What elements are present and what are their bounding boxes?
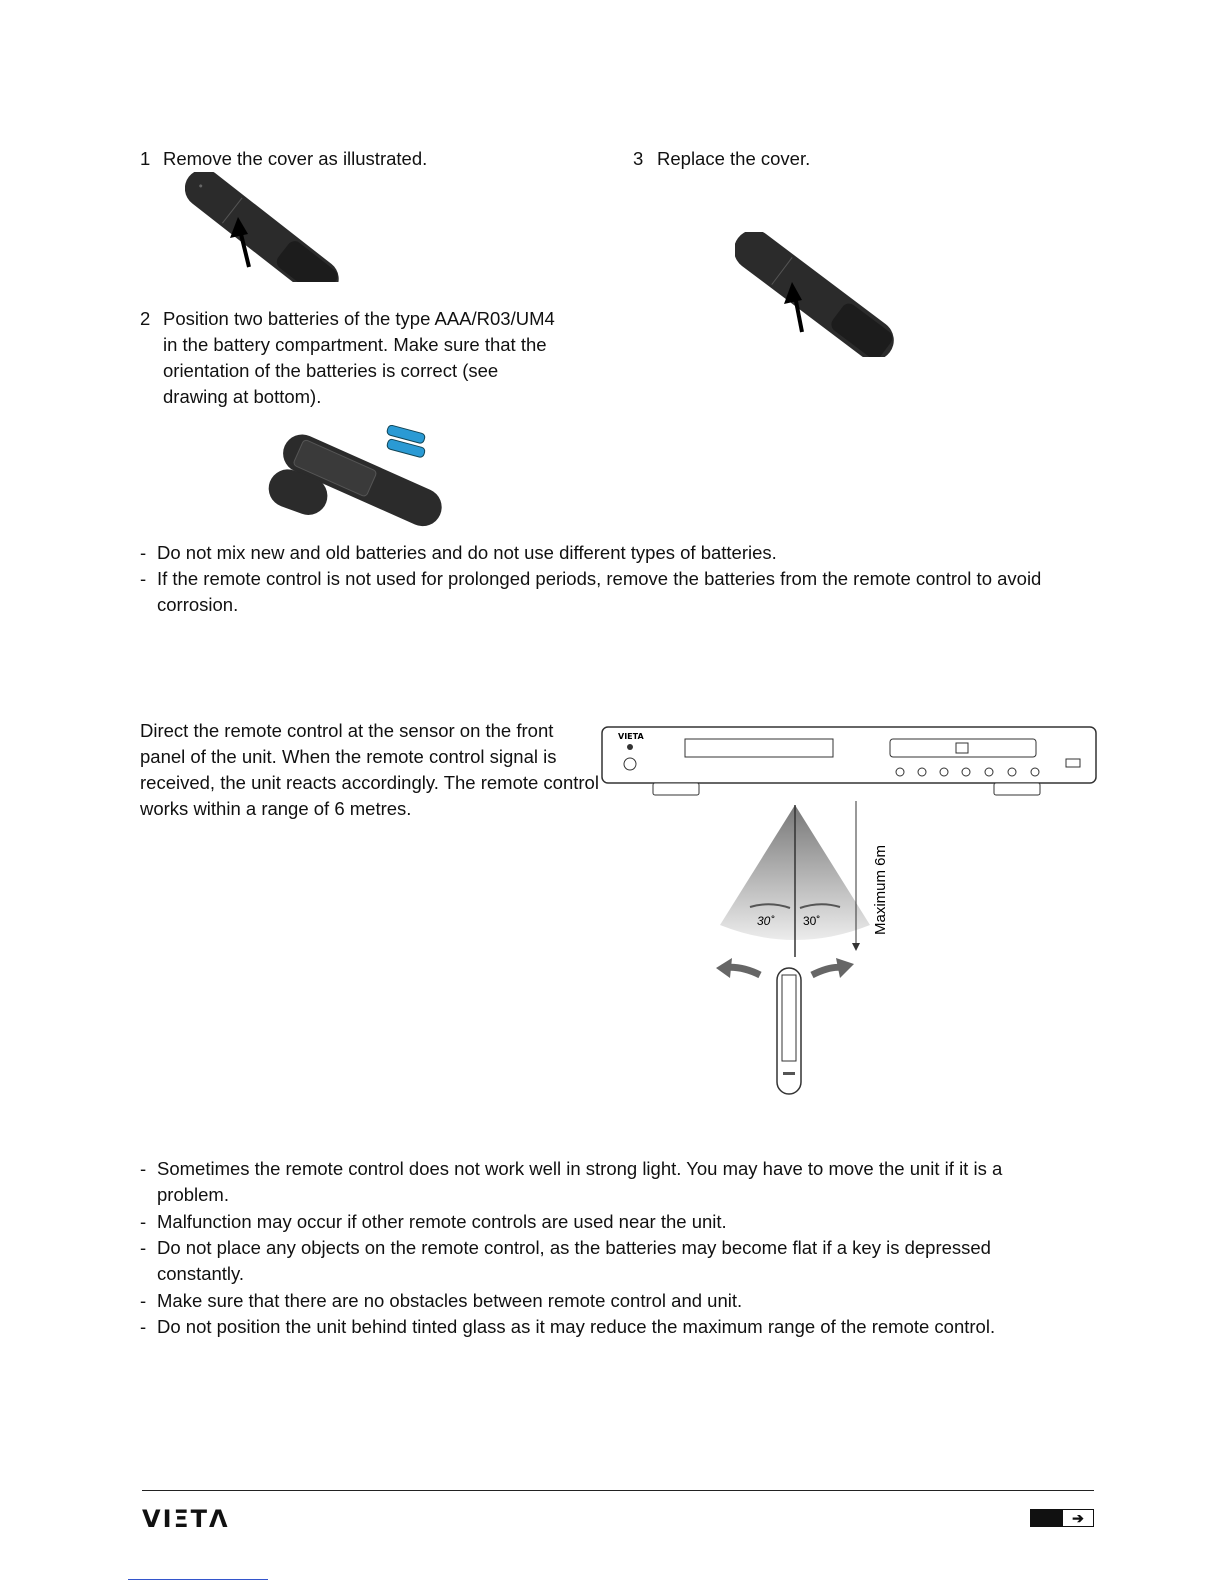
step-3-number: 3 (633, 148, 644, 169)
remote-range-diagram (600, 725, 1100, 1110)
remote-control-icon (777, 968, 801, 1094)
usage-note-2: - Malfunction may occur if other remote controls are used near the unit. (140, 1211, 727, 1232)
step-1-text: Remove the cover as illustrated. (163, 148, 428, 169)
usage-note-1: - Sometimes the remote control does not work well in strong light. You may have to move the unit if it is a problem. (140, 1158, 1003, 1206)
usage-note-3: - Do not place any objects on the remote control, as the batteries may become flat if a key is depressed constantly. (140, 1237, 991, 1285)
battery-note-1: - Do not mix new and old batteries and do not use different types of batteries. (140, 542, 777, 563)
display-window (685, 739, 833, 757)
step-1-number: 1 (140, 148, 151, 169)
step-2-line-4: drawing at bottom). (163, 386, 322, 407)
angle-label-left: 30˚ (757, 914, 775, 928)
brand-logo: VIΞTΛ (142, 1505, 230, 1533)
unit-brand-mark: VIETA (618, 732, 644, 741)
step-2-line-1: Position two batteries of the type AAA/R03/UM4 (163, 308, 555, 329)
bottom-link-underline[interactable] (128, 1579, 268, 1580)
step-2-number: 2 (140, 308, 151, 329)
unit-foot-left (653, 783, 699, 795)
remote-cover-removal-illustration (185, 172, 345, 282)
battery-note-2: - If the remote control is not used for prolonged periods, remove the batteries from the remote control to avoid corrosion. (140, 568, 1042, 616)
power-button-icon (624, 758, 636, 770)
usage-paragraph: Direct the remote control at the sensor on the front panel of the unit. When the remote control signal is received, the unit reacts accordingly. The remote control works within a range of 6 metres. (140, 720, 599, 819)
step-2-line-2: in the battery compartment. Make sure that the (163, 334, 547, 355)
usage-note-5: - Do not position the unit behind tinted glass as it may reduce the maximum range of the remote control. (140, 1316, 996, 1337)
max-range-label: Maximum 6m (872, 844, 889, 935)
battery-insertion-illustration (265, 425, 465, 530)
battery-icon (386, 425, 425, 458)
next-page-button[interactable] (1030, 1509, 1094, 1527)
dvd-player-unit (602, 727, 1096, 795)
step-3-text: Replace the cover. (657, 148, 811, 169)
remote-cover-replace-illustration (735, 232, 900, 357)
usage-note-4: - Make sure that there are no obstacles between remote control and unit. (140, 1290, 743, 1311)
step-2-line-3: orientation of the batteries is correct (see (163, 360, 499, 381)
power-indicator (627, 744, 633, 750)
angle-label-right: 30˚ (803, 914, 821, 928)
arrow-right-icon: ➔ (1062, 1509, 1094, 1527)
footer-divider (142, 1490, 1094, 1491)
next-page-tab (1030, 1509, 1062, 1527)
unit-foot-right (994, 783, 1040, 795)
usb-port-icon (1066, 759, 1080, 767)
